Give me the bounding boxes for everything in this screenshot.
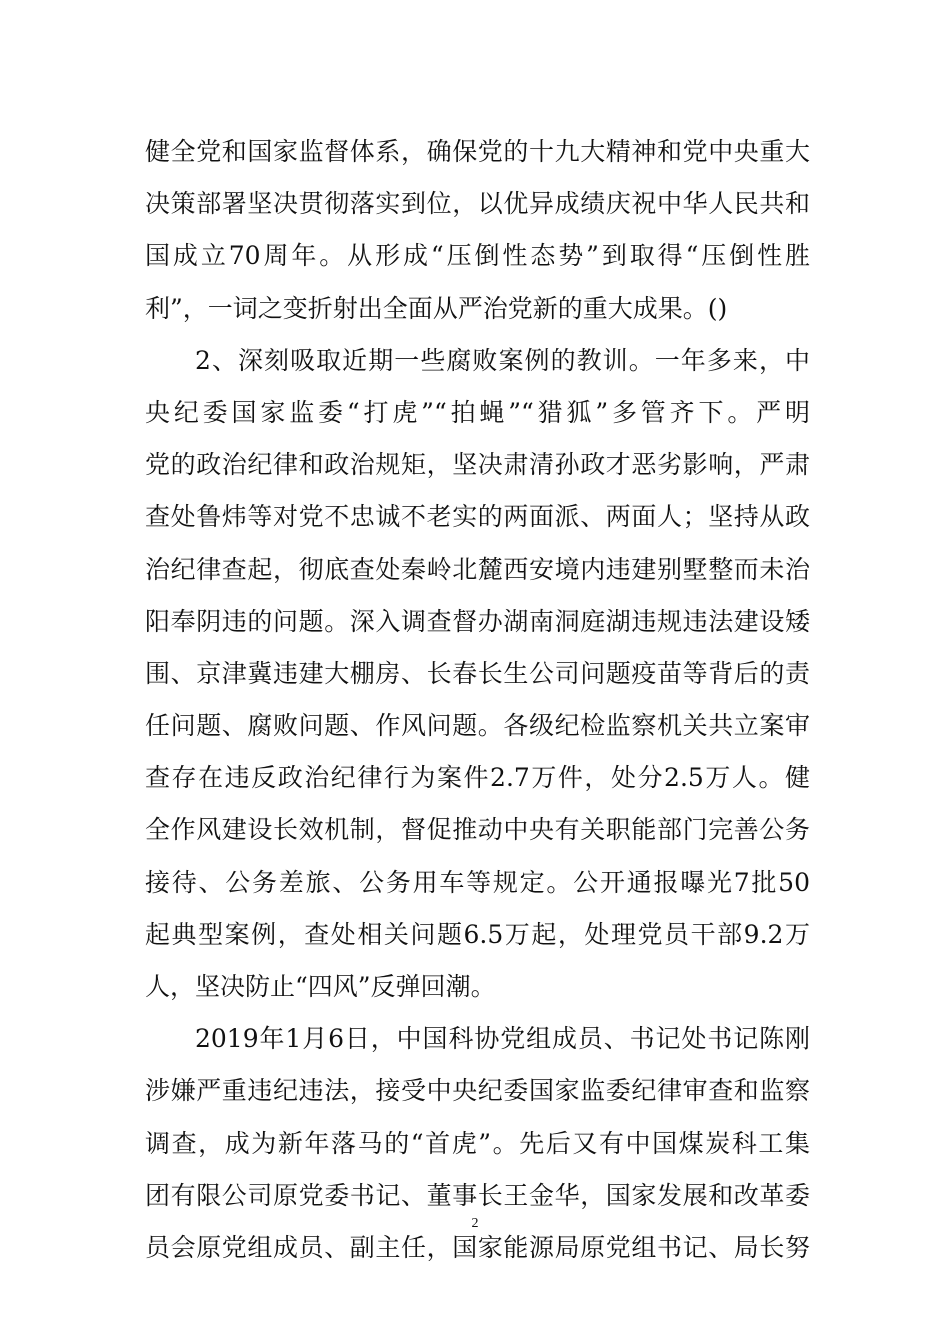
text-line: 治纪律查起，彻底查处秦岭北麓西安境内违建别墅整而未治: [145, 554, 810, 584]
text-line: 全作风建设长效机制，督促推动中央有关职能部门完善公务: [145, 815, 810, 845]
text-line: 决策部署坚决贯彻落实到位，以优异成绩庆祝中华人民共和: [145, 189, 810, 219]
text-line: 涉嫌严重违纪违法，接受中央纪委国家监委纪律审查和监察: [145, 1076, 810, 1106]
paragraph-start-line: 2019年1月6日，中国科协党组成员、书记处书记陈刚: [195, 1024, 810, 1054]
text-line: 阳奉阴违的问题。深入调查督办湖南洞庭湖违规违法建设矮: [145, 606, 810, 636]
body-text: [145, 126, 810, 1274]
text-line: 接待、公务差旅、公务用车等规定。公开通报曝光7批50: [145, 867, 810, 897]
text-line: 人，坚决防止“四风”反弹回潮。: [145, 972, 496, 1001]
text-line: 健全党和国家监督体系，确保党的十九大精神和党中央重大: [145, 137, 810, 166]
text-line: 国成立70周年。从形成“压倒性态势”到取得“压倒性胜: [145, 241, 810, 271]
text-line: 查处鲁炜等对党不忠诚不老实的两面派、两面人；坚持从政: [145, 502, 810, 532]
text-line: 团有限公司原党委书记、董事长王金华，国家发展和改革委: [145, 1180, 810, 1210]
text-line: 员会原党组成员、副主任，国家能源局原党组书记、局长努: [145, 1232, 810, 1262]
section-heading-line: 2、深刻吸取近期一些腐败案例的教训。一年多来，中: [195, 345, 810, 375]
text-line: 党的政治纪律和政治规矩，坚决肃清孙政才恶劣影响，严肃: [145, 450, 810, 480]
text-line: 任问题、腐败问题、作风问题。各级纪检监察机关共立案审: [145, 711, 810, 741]
text-line: 央纪委国家监委“打虎”“拍蝇”“猎狐”多管齐下。严明: [145, 397, 810, 427]
text-line: 调查，成为新年落马的“首虎”。先后又有中国煤炭科工集: [145, 1128, 810, 1158]
text-line: 围、京津冀违建大棚房、长春长生公司问题疫苗等背后的责: [145, 658, 810, 688]
page-number: 2: [471, 1216, 479, 1231]
text-line: 利”，一词之变折射出全面从严治党新的重大成果。(): [145, 293, 728, 323]
text-line: 起典型案例，查处相关问题6.5万起，处理党员干部9.2万: [145, 919, 810, 949]
text-line: 查存在违反政治纪律行为案件2.7万件，处分2.5万人。健: [145, 763, 810, 793]
